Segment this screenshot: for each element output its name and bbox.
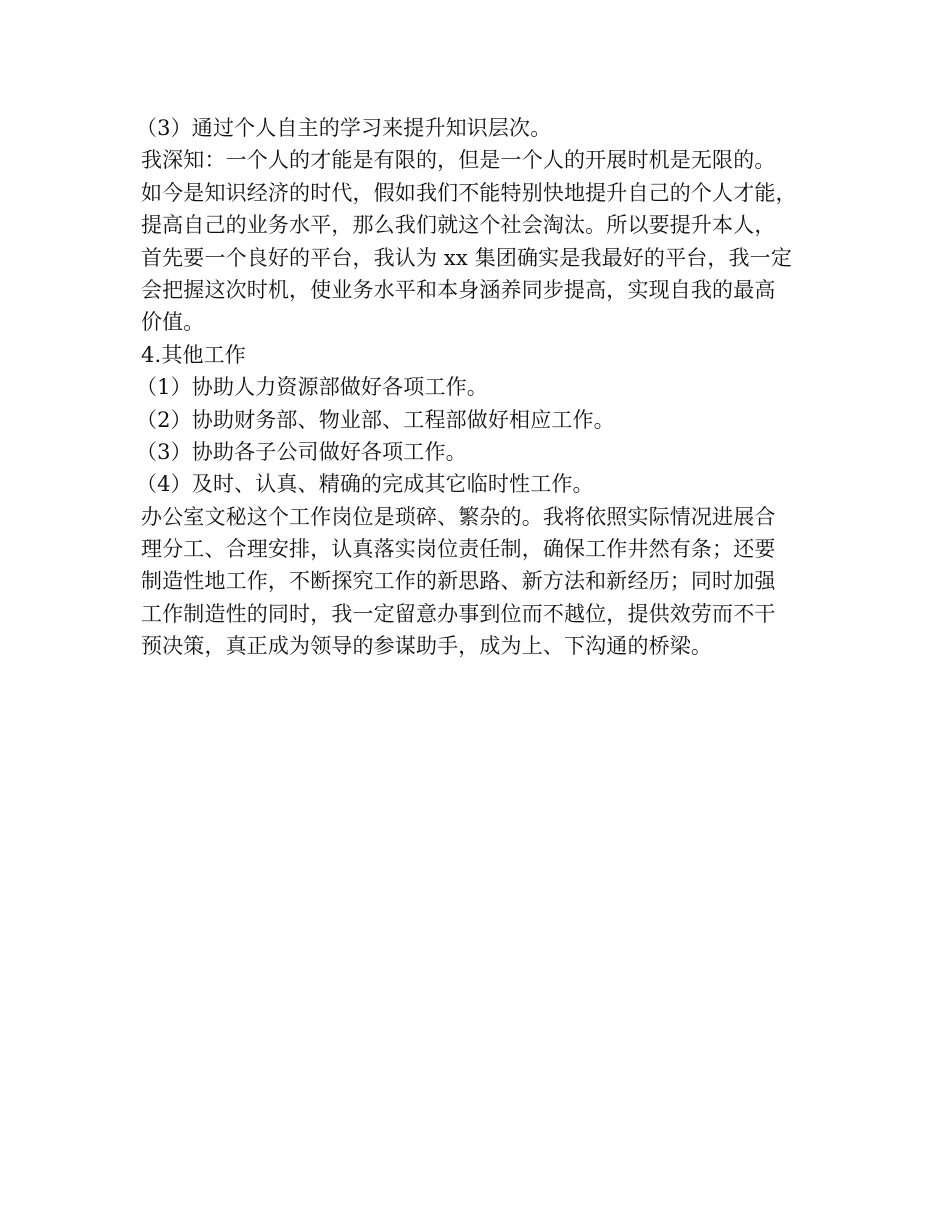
list-item: （3）协助各子公司做好各项工作。 (136, 439, 467, 464)
paragraph-line: 预决策，真正成为领导的参谋助手，成为上、下沟通的桥梁。 (141, 634, 713, 659)
paragraph-line: 理分工、合理安排，认真落实岗位责任制，确保工作井然有条；还要 (141, 537, 776, 562)
paragraph-line: 制造性地工作，不断探究工作的新思路、新方法和新经历；同时加强 (141, 569, 776, 594)
paragraph-line: 价值。 (141, 310, 205, 335)
list-item: （4）及时、认真、精确的完成其它临时性工作。 (136, 472, 594, 497)
document-page (136, 112, 841, 663)
list-item: （1）协助人力资源部做好各项工作。 (136, 375, 488, 400)
list-item: （2）协助财务部、物业部、工程部做好相应工作。 (136, 407, 615, 432)
paragraph-line: 如今是知识经济的时代，假如我们不能特别快地提升自己的个人才能， (141, 180, 797, 205)
paragraph-line: 工作制造性的同时，我一定留意办事到位而不越位，提供效劳而不干 (141, 601, 776, 626)
paragraph-line: 会把握这次时机，使业务水平和本身涵养同步提高，实现自我的最高 (141, 277, 776, 302)
paragraph-line: 我深知：一个人的才能是有限的，但是一个人的开展时机是无限的。 (141, 148, 776, 173)
paragraph-line: 首先要一个良好的平台，我认为 xx 集团确实是我最好的平台，我一定 (141, 245, 792, 270)
paragraph-line: 提高自己的业务水平，那么我们就这个社会淘汰。所以要提升本人， (141, 213, 776, 238)
section-heading: 4.其他工作 (141, 342, 246, 367)
paragraph-line: 办公室文秘这个工作岗位是琐碎、繁杂的。我将依照实际情况进展合 (141, 504, 776, 529)
list-item: （3）通过个人自主的学习来提升知识层次。 (136, 116, 552, 140)
